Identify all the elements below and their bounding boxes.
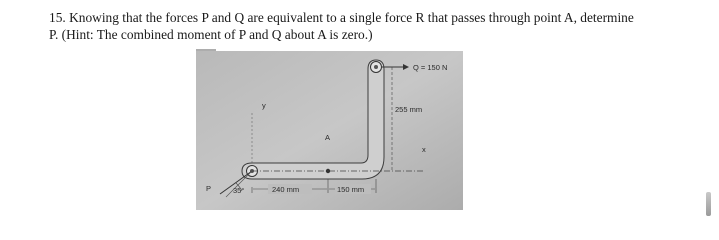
q-force-label: Q = 150 N	[413, 63, 448, 72]
top-pin-center	[374, 65, 378, 69]
dim-150-label: 150 mm	[337, 185, 365, 194]
dim-240-label: 240 mm	[272, 185, 300, 194]
dim-255-label: 255 mm	[395, 105, 423, 114]
angle-label: 35°	[233, 186, 245, 195]
problem-statement	[49, 9, 709, 43]
y-axis-label: y	[262, 101, 266, 110]
point-a-marker	[326, 169, 330, 173]
x-axis-label: x	[422, 145, 426, 154]
problem-line-2: P. (Hint: The combined moment of P and Q about A is zero.)	[49, 27, 373, 42]
point-a-label: A	[325, 133, 331, 142]
problem-line-1: 15. Knowing that the forces P and Q are equivalent to a single force R that passes through point A, determine	[49, 10, 634, 25]
scan-artifact-smudge	[706, 192, 711, 216]
mechanics-figure	[196, 51, 463, 210]
p-force-label: P	[206, 184, 212, 193]
figure-drawing	[196, 51, 463, 210]
